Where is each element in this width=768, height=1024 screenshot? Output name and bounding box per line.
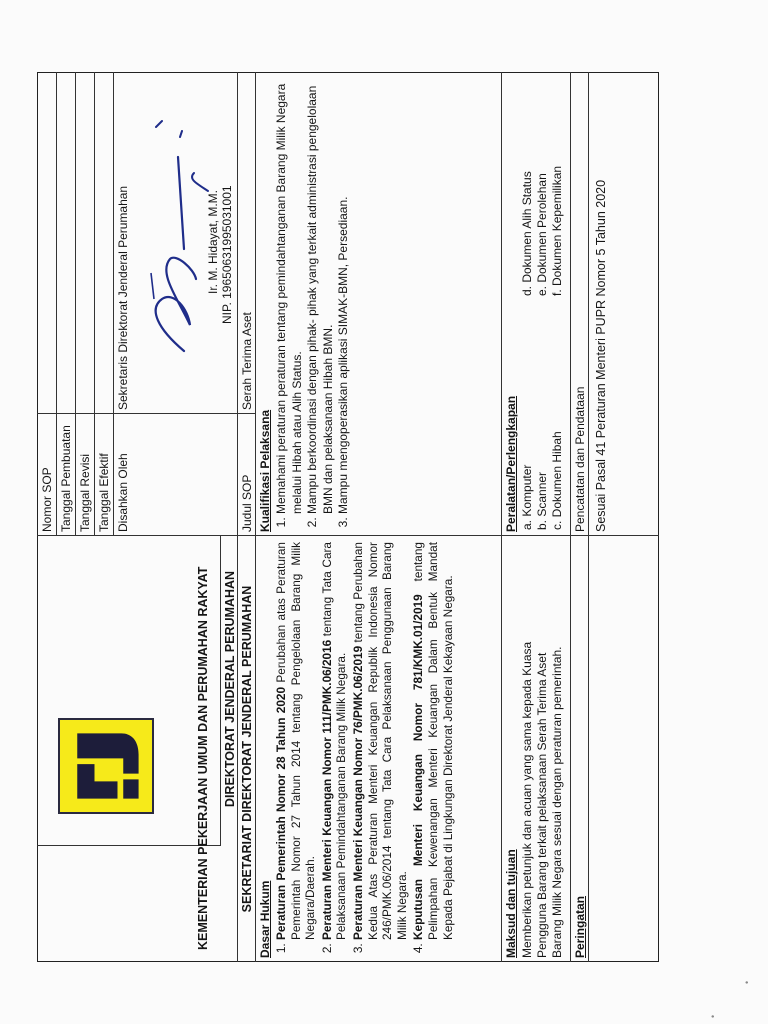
peralatan-title: Peralatan/Perlengkapan bbox=[504, 395, 518, 532]
row-line bbox=[75, 72, 76, 536]
judul-sop-label: Judul SOP bbox=[240, 474, 254, 532]
peralatan-item: c. Dokumen Hibah bbox=[550, 431, 564, 530]
pencatatan-title: Pencatatan dan Pendataan bbox=[573, 386, 587, 532]
tanggal-pembuatan-label: Tanggal Pembuatan bbox=[59, 425, 73, 532]
header-bottom-divider bbox=[255, 536, 256, 962]
nomor-sop-label: Nomor SOP bbox=[40, 467, 54, 532]
pencatatan-value: Sesuai Pasal 41 Peraturan Menteri PUPR Nomor 5 Tahun 2020 bbox=[594, 179, 608, 532]
tanggal-revisi-label: Tanggal Revisi bbox=[78, 453, 92, 532]
secretariat-title: SEKRETARIAT DIREKTORAT JENDERAL PERUMAHAN bbox=[240, 585, 254, 913]
kualifikasi-list bbox=[274, 78, 352, 532]
row-line bbox=[113, 72, 114, 536]
row-line bbox=[94, 72, 95, 536]
peralatan-item: a. Komputer bbox=[520, 464, 534, 530]
section-divider bbox=[501, 72, 502, 962]
scan-speck: • bbox=[742, 980, 752, 984]
kualifikasi-item: 3. Mampu mengoperasikan aplikasi SIMAK-BMN, Persediaan. bbox=[336, 78, 352, 514]
dasar-hukum-title: Dasar Hukum bbox=[258, 880, 272, 958]
section-divider bbox=[570, 72, 571, 962]
pupr-logo bbox=[58, 718, 154, 814]
kualifikasi-item: 2. Mampu berkoordinasi dengan pihak- pihak yang terkait administrasi pengelolaan BMN dan pelaksanaan Hibah BMN. bbox=[305, 78, 336, 514]
logo-box-edge bbox=[37, 845, 220, 846]
kualifikasi-title: Kualifikasi Pelaksana bbox=[258, 409, 272, 532]
disahkan-oleh-value: Sekretaris Direktorat Jenderal Perumahan bbox=[116, 185, 130, 410]
dasar-hukum-list bbox=[274, 542, 457, 958]
row-line bbox=[56, 72, 57, 536]
maksud-line: Pengguna Barang terkait pelaksanaan Serah Terima Aset bbox=[535, 652, 549, 958]
kualifikasi-item: 1. Memahami peraturan peraturan tentang pemindahtanganan Barang Milik Negara melalui Hibah atau Alih Status. bbox=[274, 78, 305, 514]
section-divider bbox=[588, 72, 589, 962]
judul-sop-value: Serah Terima Aset bbox=[240, 312, 254, 410]
header-divider bbox=[237, 536, 238, 962]
disahkan-oleh-label: Disahkan Oleh bbox=[116, 453, 130, 532]
peralatan-item: e. Dokumen Perolehan bbox=[535, 173, 549, 296]
legal-basis-item: 4. Keputusan Menteri Keuangan Nomor 781/KMK.01/2019 tentang Pelimpahan Kewenangan Menteri Keuangan Dalam Bentuk Mandat Kepada Pejabat di Lingkungan Direktorat Jenderal Kekayaan Negara. bbox=[411, 542, 455, 940]
directorate-title: DIREKTORAT JENDERAL PERUMAHAN bbox=[223, 570, 237, 808]
maksud-title: Maksud dan tujuan bbox=[504, 849, 518, 958]
legal-basis-item: 3. Peraturan Menteri Keuangan Nomor 76/PMK.06/2019 tentang Perubahan Kedua Atas Peraturan Menteri Keuangan Republik Indonesia Nomor 246/PMK.06/2014 tentang Tata Cara Pelaksanaan Penggunaan Barang Milik Negara. bbox=[351, 542, 409, 940]
row-line bbox=[255, 72, 256, 536]
peralatan-item: d. Dokumen Alih Status bbox=[520, 171, 534, 296]
header-inner-divider bbox=[220, 536, 221, 846]
scan-speck: • bbox=[708, 1014, 718, 1018]
pupr-emblem-icon bbox=[60, 720, 152, 812]
tanggal-efektif-label: Tanggal Efektif bbox=[97, 453, 111, 532]
peralatan-item: f. Dokumen Kepemilikan bbox=[550, 165, 564, 296]
column-divider bbox=[37, 535, 659, 536]
signer-nip: NIP. 196506319950310​01 bbox=[220, 185, 234, 324]
maksud-line: Barang Milik Negara sesuai dengan peraturan pemerintah. bbox=[550, 646, 564, 958]
label-divider bbox=[37, 413, 255, 414]
legal-basis-item: 1. Peraturan Pemerintah Nomor 28 Tahun 2020 Perubahan atas Peraturan Pemerintah Nomor 27 Tahun 2014 tentang Pengelolaan Barang Milik Negara/Daerah. bbox=[274, 542, 318, 940]
signer-name: Ir. M. Hidayat, M.M. bbox=[206, 189, 220, 294]
maksud-line: Memberikan petunjuk dan acuan yang sama kepada Kuasa bbox=[520, 641, 534, 958]
peralatan-item: b. Scanner bbox=[535, 471, 549, 530]
peringatan-title: Peringatan bbox=[573, 895, 587, 958]
legal-basis-item: 2. Peraturan Menteri Keuangan Nomor 111/PMK.06/2016 tentang Tata Cara Pelaksanaan Pemindahtanganan Barang Milik Negara. bbox=[320, 542, 349, 940]
ministry-title: KEMENTERIAN PEKERJAAN UMUM DAN PERUMAHAN RAKYAT bbox=[196, 566, 210, 950]
